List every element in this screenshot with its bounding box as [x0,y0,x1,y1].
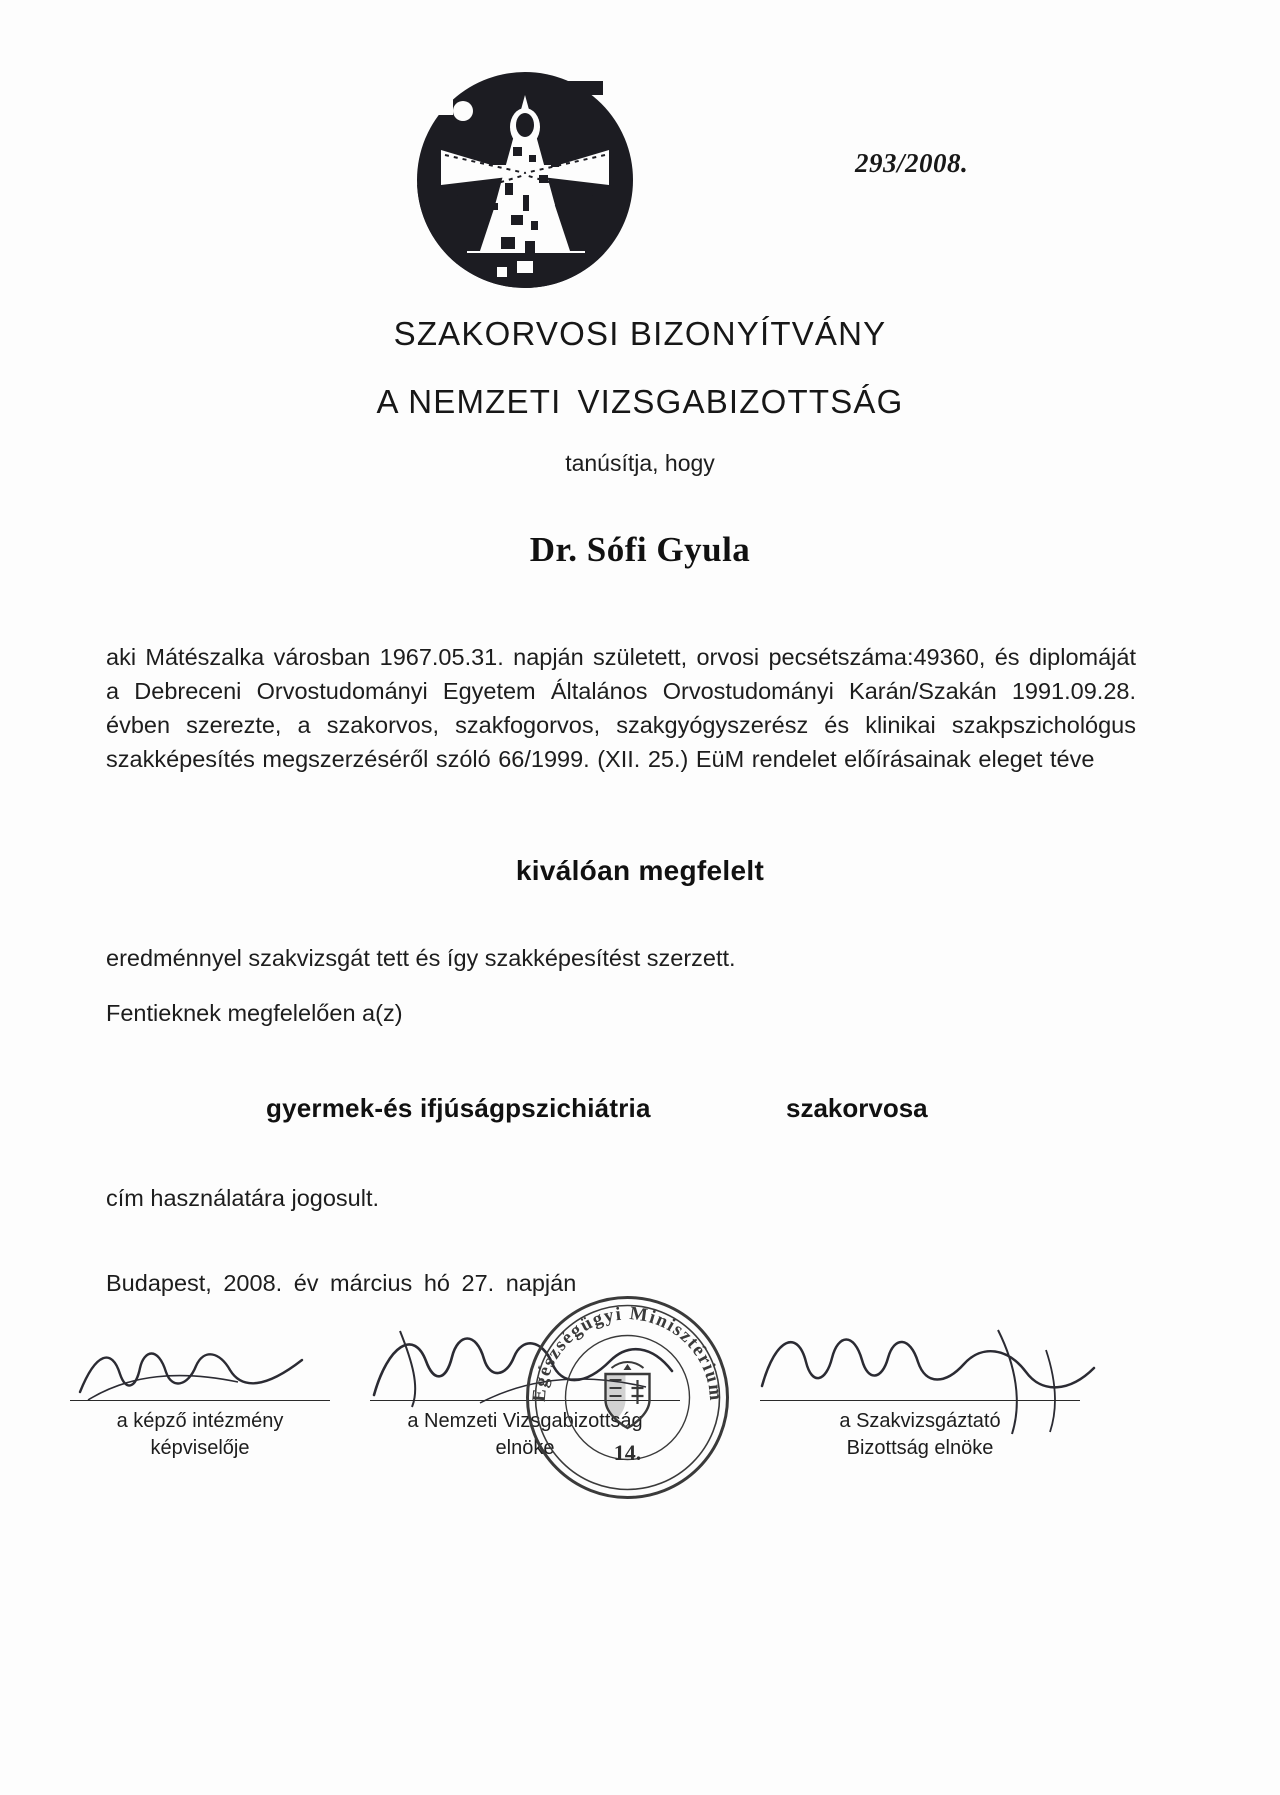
signature-mark-1 [70,1330,340,1410]
seal-number: 14. [613,1440,642,1465]
recipient-name: Dr. Sófi Gyula [529,530,751,569]
signature-caption-3-line1: a Szakvizsgáztató [839,1410,1001,1432]
issuing-body-part1: A NEMZETI [376,383,562,420]
signature-caption-3 [760,1408,1080,1462]
issuing-body-part2: VIZSGABIZOTTSÁG [577,383,904,420]
result-sentence: eredménnyel szakvizsgát tett és így szakképesítést szerzett. [106,945,736,971]
exam-result: kiválóan megfelelt [515,855,765,886]
issuing-body-title [0,383,1280,421]
specialty-name: gyermek-és ifjúságpszichiátria [266,1093,651,1123]
signature-rule-2 [370,1400,680,1401]
body-paragraph: aki Mátészalka városban 1967.05.31. napján született, orvosi pecsétszáma:49360, és diplomáját a Debreceni Orvostudományi Egyetem Általános Orvostudományi Karán/Szakán 1991.09.28. évben szerezte, a szakorvos, szakfogorvos, szakgyógyszerész és klinikai szakpszichológus szakképesítés megszerzéséről szóló 66/1999. (XII. 25.) EüM rendelet előírásainak eleget téve [106,644,1136,772]
signature-rule-1 [70,1400,330,1401]
signature-caption-2-line2: elnöke [495,1437,555,1459]
signature-rule-3 [760,1400,1080,1401]
document-number: 293/2008. [855,148,969,178]
signature-caption-2 [370,1408,680,1462]
certificate-body [106,640,1136,776]
official-round-stamp [520,1290,735,1505]
signature-caption-2-line1: a Nemzeti Vizsgabizottság [407,1410,643,1432]
certificate-title: SZAKORVOSI BIZONYÍTVÁNY [393,315,887,352]
specialty-role: szakorvosa [786,1093,928,1123]
place-and-date: Budapest, 2008. év március hó 27. napján [106,1270,577,1296]
signature-caption-1-line2: képviselője [150,1437,250,1459]
entitled-line: cím használatára jogosult. [106,1185,380,1211]
signature-caption-3-line2: Bizottság elnöke [846,1437,994,1459]
certifies-label: tanúsítja, hogy [565,450,715,476]
signature-caption-1-line1: a képző intézmény [116,1410,284,1432]
accordingly-line: Fentieknek megfelelően a(z) [106,1000,403,1026]
svg-text:Egészségügyi Minisztérium: Egészségügyi Minisztérium [528,1303,727,1403]
vitruvian-man-logo [405,55,645,300]
signature-caption-1 [70,1408,330,1462]
